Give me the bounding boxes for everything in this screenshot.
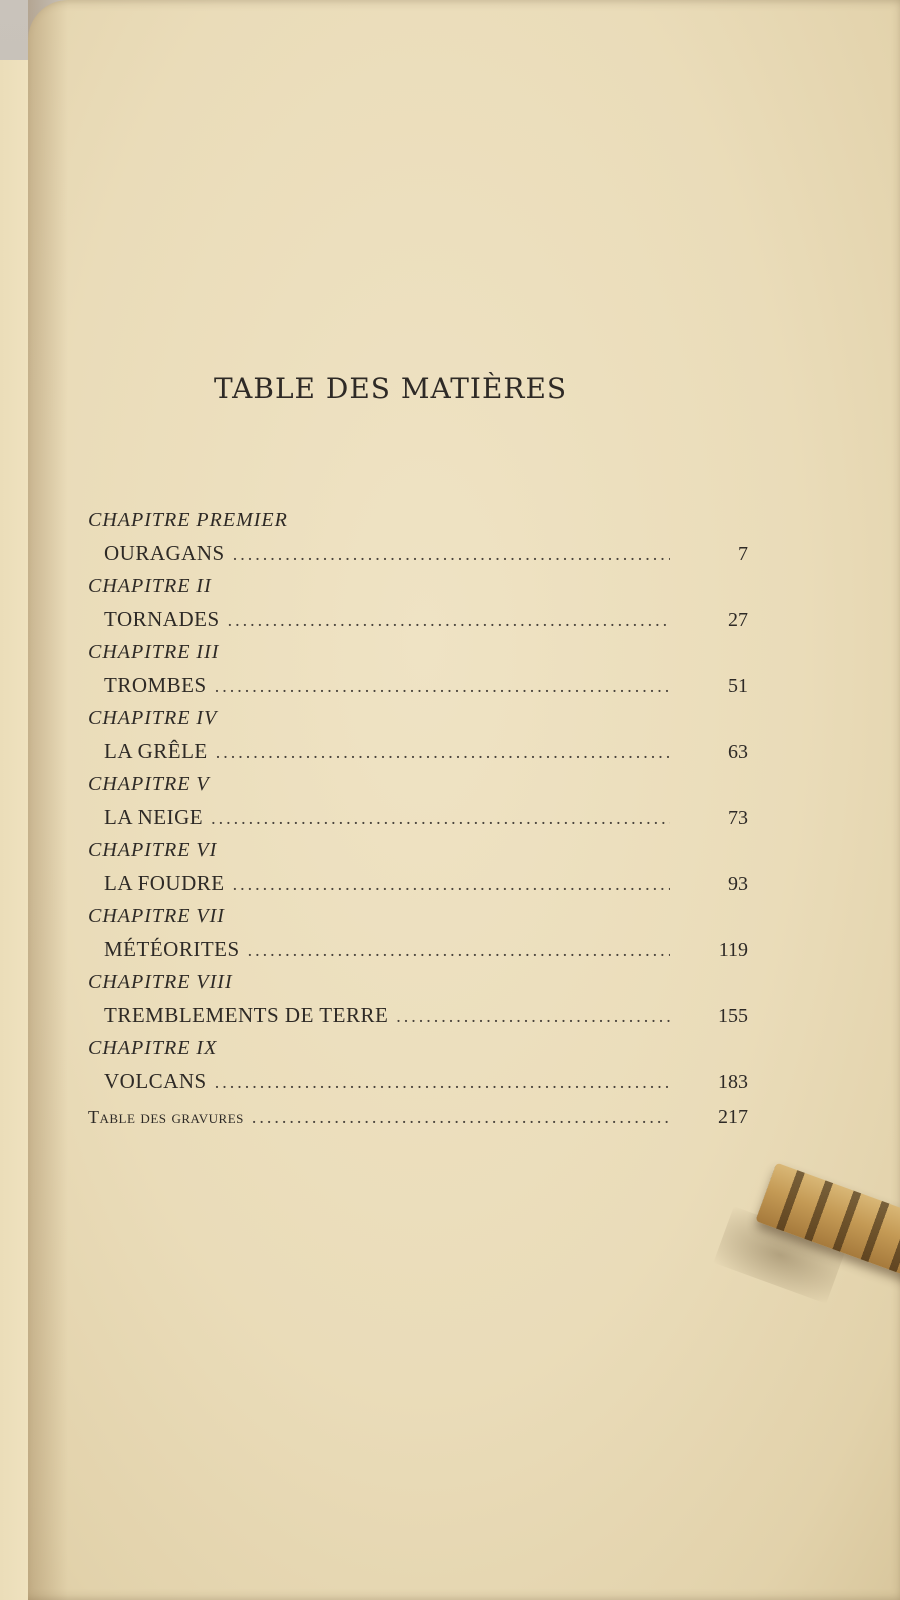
dot-leader: [248, 932, 670, 968]
dot-leader: [215, 1064, 670, 1100]
book-page: [28, 0, 900, 1600]
chapter-label: CHAPITRE V: [88, 773, 210, 795]
dot-leader: [233, 866, 670, 902]
toc-entry: [88, 667, 748, 703]
chapter-label: CHAPITRE IX: [88, 1037, 218, 1059]
entry-title: Table des gravures: [88, 1107, 244, 1127]
entry-title: MÉTÉORITES: [104, 937, 240, 961]
dot-leader: [216, 734, 670, 770]
dot-leader: [228, 602, 670, 638]
toc-entry: [88, 865, 748, 901]
page-number: 183: [718, 1071, 748, 1093]
page-number: 51: [728, 675, 748, 697]
dot-leader: [396, 998, 670, 1034]
chapter-label: CHAPITRE VI: [88, 839, 218, 861]
page-number: 93: [728, 873, 748, 895]
page-number: 7: [738, 543, 748, 565]
toc-entry-gravures: [88, 1099, 748, 1133]
chapter-label: CHAPITRE III: [88, 641, 220, 663]
page-number: 27: [728, 609, 748, 631]
dot-leader: [215, 668, 670, 704]
toc-entry: [88, 601, 748, 637]
page-number: 73: [728, 807, 748, 829]
page-number: 63: [728, 741, 748, 763]
page-title: TABLE DES MATIÈRES: [214, 372, 568, 405]
toc-entry: [88, 1063, 748, 1099]
entry-title: TORNADES: [104, 607, 220, 631]
entry-title: TREMBLEMENTS DE TERRE: [104, 1003, 389, 1027]
dot-leader: [233, 536, 670, 572]
entry-title: LA NEIGE: [104, 805, 204, 829]
entry-title: LA GRÊLE: [104, 739, 208, 763]
entry-title: LA FOUDRE: [104, 871, 225, 895]
entry-title: VOLCANS: [104, 1069, 207, 1093]
toc-entry: [88, 931, 748, 967]
toc-entry: [88, 733, 748, 769]
page-number: 217: [718, 1106, 748, 1128]
toc-entry: [88, 997, 748, 1033]
toc-entry: [88, 799, 748, 835]
table-of-contents: [88, 505, 748, 1133]
toc-entry: [88, 535, 748, 571]
chapter-label: CHAPITRE VIII: [88, 971, 233, 993]
dot-leader: [211, 800, 670, 836]
chapter-label: CHAPITRE IV: [88, 707, 218, 729]
chapter-label: CHAPITRE VII: [88, 905, 225, 927]
page-number: 155: [718, 1005, 748, 1027]
entry-title: TROMBES: [104, 673, 207, 697]
page-number: 119: [718, 939, 748, 961]
entry-title: OURAGANS: [104, 541, 225, 565]
chapter-label: CHAPITRE II: [88, 575, 212, 597]
dot-leader: [252, 1099, 670, 1135]
chapter-label: CHAPITRE PREMIER: [88, 509, 288, 531]
